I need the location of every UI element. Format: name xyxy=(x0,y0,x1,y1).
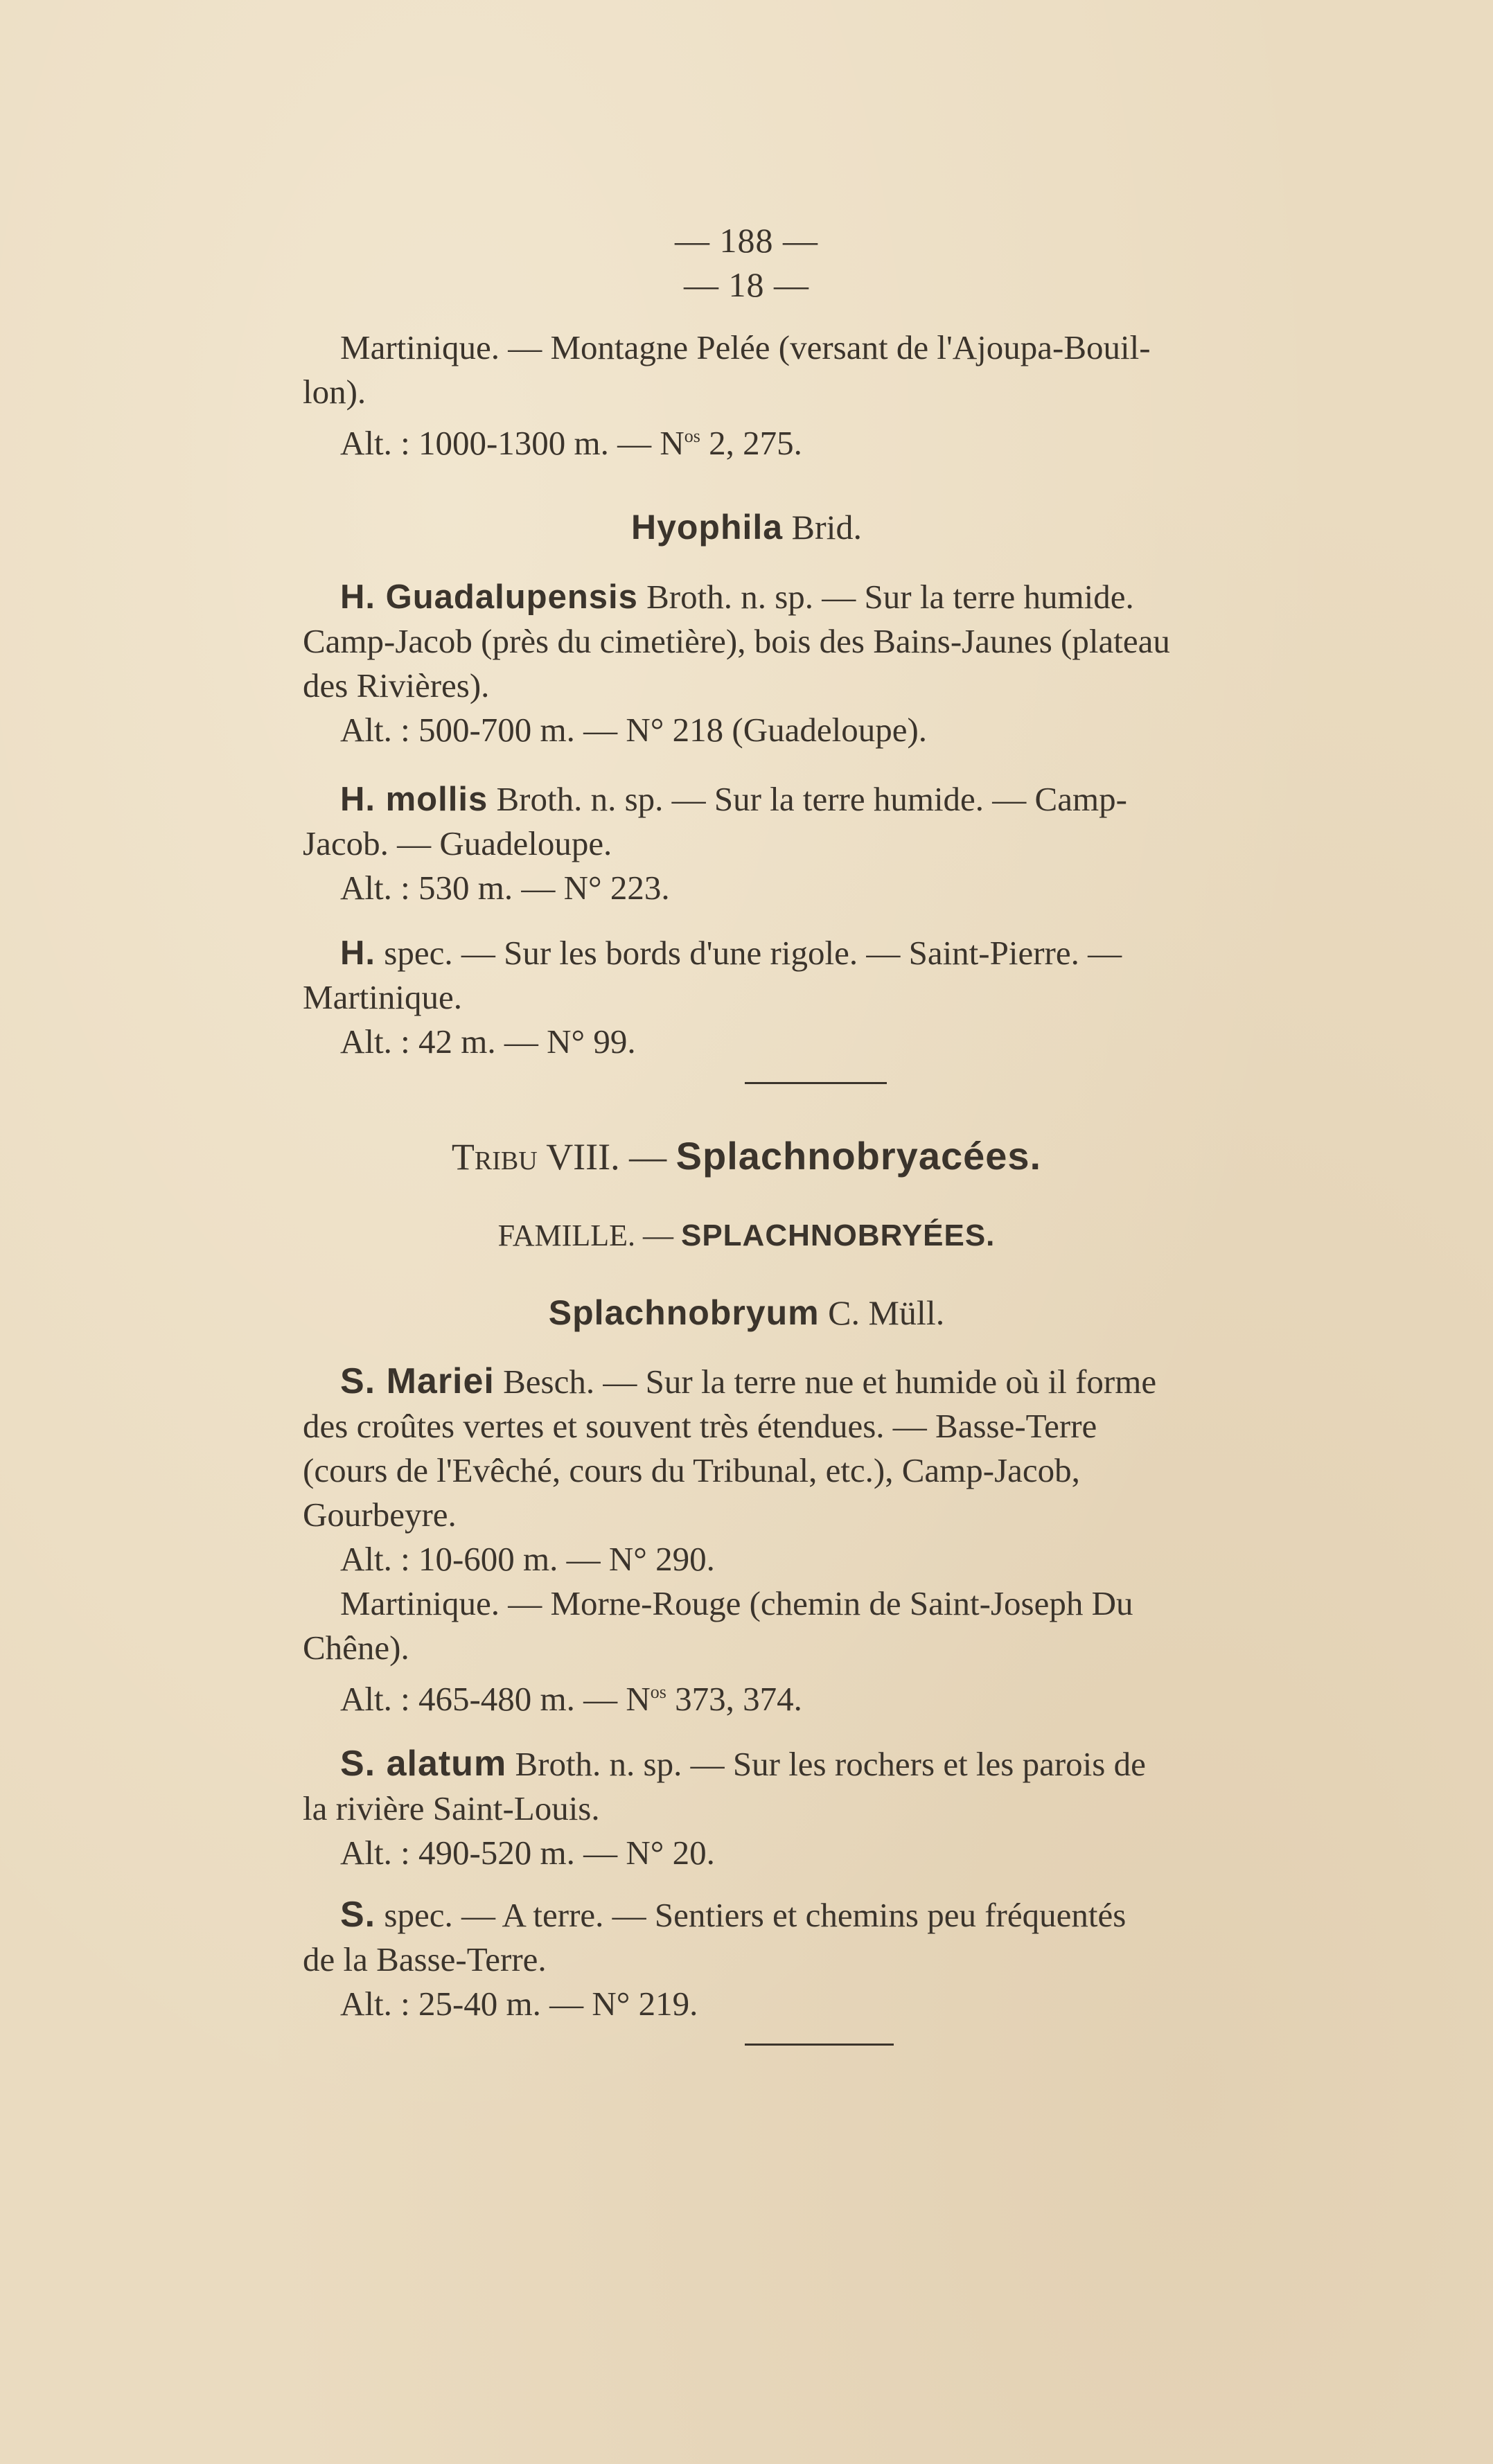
species-name: S. Mariei xyxy=(340,1361,495,1401)
species-entry xyxy=(303,1893,1342,2026)
section-divider xyxy=(745,2044,894,2046)
genus-name: Splachnobryum xyxy=(548,1293,820,1332)
species-text: spec. — Sur les bords d'une rigole. — Saint-Pierre. — xyxy=(376,934,1122,972)
altitude-end: 373, 374. xyxy=(666,1680,802,1718)
altitude-line xyxy=(303,414,1342,466)
species-text: spec. — A terre. — Sentiers et chemins peu fréquentés xyxy=(376,1896,1127,1934)
altitude-line: Alt. : 500-700 m. — N° 218 (Guadeloupe). xyxy=(340,711,928,749)
species-line: des croûtes vertes et souvent très étendues. — Basse-Terre xyxy=(303,1407,1097,1445)
species-line: Jacob. — Guadeloupe. xyxy=(303,824,612,862)
altitude-text: Alt. : 465-480 m. — N xyxy=(340,1680,651,1718)
genus-author: Brid. xyxy=(783,508,863,547)
tribe-label: Tribu VIII. — xyxy=(451,1136,676,1178)
altitude-sup: os xyxy=(650,1682,666,1702)
species-text: Broth. n. sp. — Sur les rochers et les parois de xyxy=(506,1745,1146,1783)
species-name: H. Guadalupensis xyxy=(340,578,638,616)
altitude-line: Alt. : 25-40 m. — N° 219. xyxy=(340,1985,698,2023)
species-text: Besch. — Sur la terre nue et humide où il forme xyxy=(494,1363,1157,1401)
altitude-end: 2, 275. xyxy=(700,424,802,462)
species-line xyxy=(303,1359,1342,1404)
species-name: H. xyxy=(340,934,376,972)
page-number-inner: — 18 — xyxy=(684,265,809,304)
altitude-line xyxy=(303,1670,1342,1721)
species-line xyxy=(303,931,1342,975)
genus-name: Hyophila xyxy=(630,508,784,547)
tribe-name: Splachnobryacées. xyxy=(675,1134,1042,1178)
family-name: SPLACHNOBRYÉES. xyxy=(680,1218,996,1252)
species-line: la rivière Saint-Louis. xyxy=(303,1789,600,1827)
species-entry xyxy=(303,777,1342,910)
species-name: H. mollis xyxy=(340,781,488,818)
altitude-line: Alt. : 530 m. — N° 223. xyxy=(340,869,670,907)
species-entry xyxy=(303,1359,1342,1721)
page-number-outer: — 188 — xyxy=(675,221,818,260)
tribe-heading xyxy=(0,1133,1493,1178)
altitude-line: Alt. : 10-600 m. — N° 290. xyxy=(340,1540,715,1578)
species-entry xyxy=(303,575,1342,752)
species-line: Camp-Jacob (près du cimetière), bois des Bains-Jaunes (plateau xyxy=(303,622,1170,660)
species-line xyxy=(303,1893,1342,1938)
species-line: Chêne). xyxy=(303,1629,409,1667)
species-name: S. xyxy=(340,1895,376,1935)
family-label: FAMILLE. — xyxy=(497,1218,681,1252)
species-line: de la Basse-Terre. xyxy=(303,1940,547,1978)
section-divider xyxy=(745,1082,887,1084)
altitude-line: Alt. : 42 m. — N° 99. xyxy=(340,1022,636,1061)
intro-line: Martinique. — Montagne Pelée (versant de l'Ajoupa-Bouil- xyxy=(340,328,1151,366)
species-line: (cours de l'Evêché, cours du Tribunal, etc.), Camp-Jacob, xyxy=(303,1451,1080,1489)
species-entry xyxy=(303,1741,1342,1875)
species-line xyxy=(303,777,1342,822)
altitude-text: Alt. : 1000-1300 m. — N xyxy=(340,424,684,462)
species-line: Martinique. xyxy=(303,978,462,1016)
genus-heading xyxy=(0,1293,1493,1333)
species-text: Broth. n. sp. — Sur la terre humide. — Camp- xyxy=(488,780,1127,818)
species-name: S. alatum xyxy=(340,1744,507,1784)
species-line xyxy=(303,575,1342,619)
species-line: Martinique. — Morne-Rouge (chemin de Saint-Joseph Du xyxy=(340,1584,1133,1622)
species-text: Broth. n. sp. — Sur la terre humide. xyxy=(637,578,1134,616)
species-line xyxy=(303,1741,1342,1787)
intro-paragraph xyxy=(303,326,1342,466)
species-line: Gourbeyre. xyxy=(303,1496,457,1534)
altitude-sup: os xyxy=(684,426,700,446)
genus-heading xyxy=(0,507,1493,547)
altitude-line: Alt. : 490-520 m. — N° 20. xyxy=(340,1834,715,1872)
family-heading xyxy=(0,1218,1493,1253)
species-entry xyxy=(303,931,1342,1064)
species-line: des Rivières). xyxy=(303,666,490,704)
intro-line: lon). xyxy=(303,373,366,411)
genus-author: C. Müll. xyxy=(819,1293,945,1332)
